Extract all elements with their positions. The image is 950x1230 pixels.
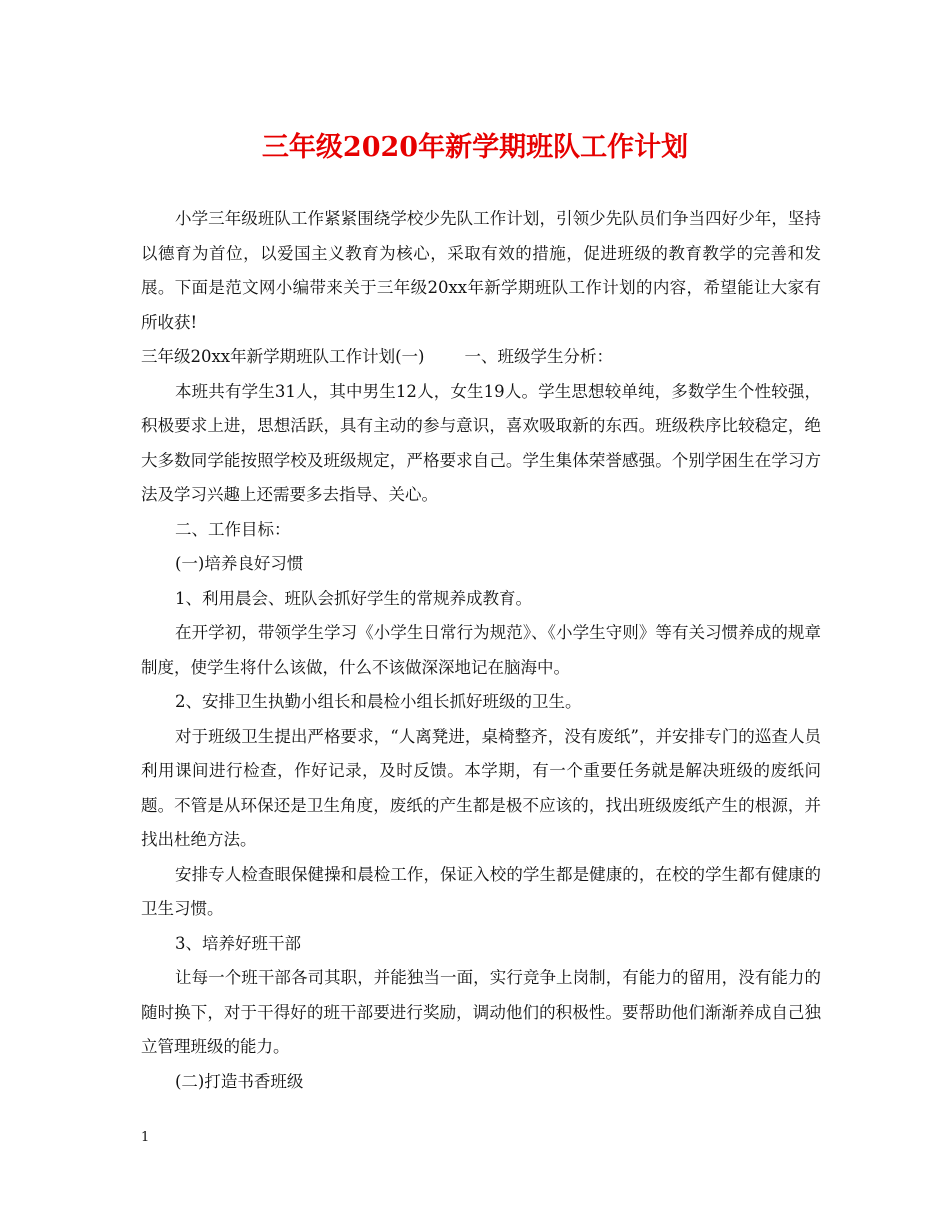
sub2-heading: (二)打造书香班级 bbox=[175, 1071, 304, 1091]
document-title: 三年级2020年新学期班队工作计划 bbox=[261, 132, 689, 163]
section2-heading: 二、工作目标： bbox=[175, 519, 291, 539]
plan-heading-line bbox=[141, 340, 821, 375]
item2-heading: 2、安排卫生执勤小组长和晨检小组长抓好班级的卫生。 bbox=[175, 692, 582, 711]
item3-heading: 3、培养好班干部 bbox=[175, 933, 301, 953]
section1-heading: 一、班级学生分析： bbox=[464, 347, 613, 366]
page-number: 1 bbox=[141, 1130, 150, 1145]
item3-paragraph: 让每一个班干部各司其职，并能独当一面，实行竞争上岗制，有能力的留用，没有能力的随时换下，对于干得好的班干部要进行奖励，调动他们的积极性。要帮助他们渐渐养成自己独立管理班级的能力。 bbox=[141, 968, 821, 1056]
item2-paragraph-1: 对于班级卫生提出严格要求，“人离凳进，桌椅整齐，没有废纸”，并安排专门的巡查人员利用课间进行检查，作好记录，及时反馈。本学期，有一个重要任务就是解决班级的废纸问题。不管是从环保还是卫生角度，废纸的产生都是极不应该的，找出班级废纸产生的根源，并找出杜绝方法。 bbox=[141, 726, 821, 849]
intro-paragraph: 小学三年级班队工作紧紧围绕学校少先队工作计划，引领少先队员们争当四好少年，坚持以德育为首位，以爱国主义教育为核心，采取有效的措施，促进班级的教育教学的完善和发展。下面是范文网小编带来关于三年级20xx年新学期班队工作计划的内容，希望能让大家有所收获! bbox=[141, 209, 821, 332]
item2-paragraph-2: 安排专人检查眼保健操和晨检工作，保证入校的学生都是健康的，在校的学生都有健康的卫生习惯。 bbox=[141, 864, 821, 918]
section1-paragraph: 本班共有学生31人，其中男生12人，女生19人。学生思想较单纯，多数学生个性较强，积极要求上进，思想活跃，具有主动的参与意识，喜欢吸取新的东西。班级秩序比较稳定，绝大多数同学能按照学校及班级规定，严格要求自己。学生集体荣誉感强。个别学困生在学习方法及学习兴趣上还需要多去指导、关心。 bbox=[141, 381, 821, 504]
document-body bbox=[141, 202, 821, 1099]
sub1-heading: (一)培养良好习惯 bbox=[175, 554, 304, 573]
item1-heading: 1、利用晨会、班队会抓好学生的常规养成教育。 bbox=[175, 588, 532, 608]
item1-paragraph: 在开学初，带领学生学习《小学生日常行为规范》、《小学生守则》等有关习惯养成的规章制度，使学生将什么该做，什么不该做深深地记在脑海中。 bbox=[141, 623, 821, 677]
plan-heading: 三年级20xx年新学期班队工作计划(一) bbox=[141, 347, 425, 366]
